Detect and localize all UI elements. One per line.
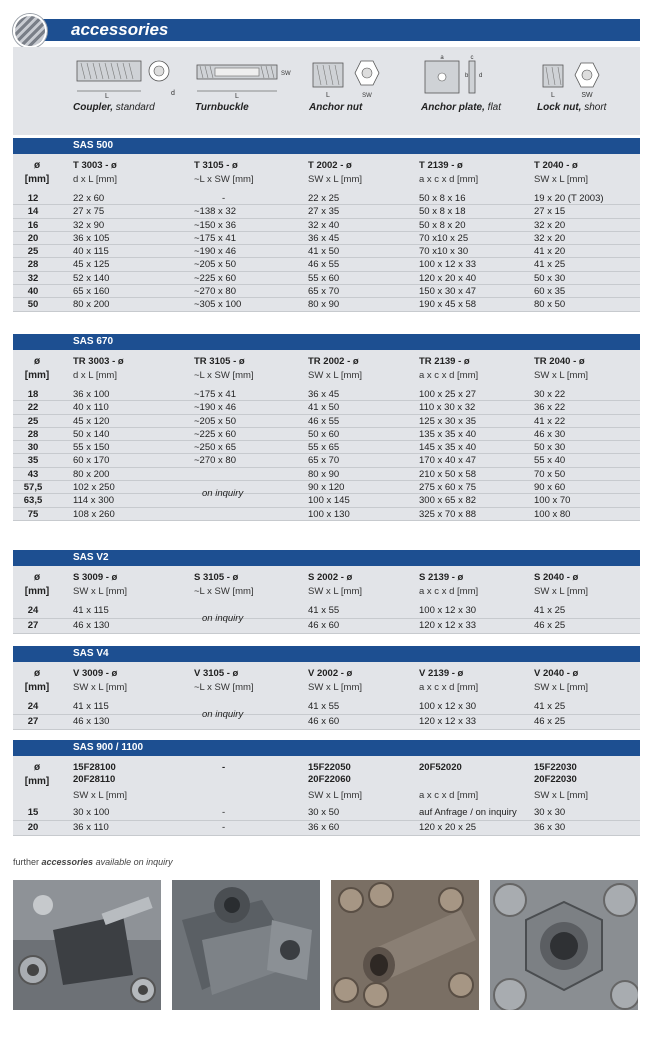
cell-value: 190 x 45 x 58 <box>419 299 477 311</box>
cell-value: - <box>222 193 226 204</box>
table-header <box>13 154 640 192</box>
cell-value: 50 x 30 <box>534 442 566 454</box>
cell-value: 100 x 70 <box>534 495 571 507</box>
cell-value: 120 x 20 x 25 <box>419 822 477 833</box>
table-header <box>13 350 640 388</box>
cell-value: 36 x 110 <box>73 822 109 833</box>
diameter-unit: [mm] <box>24 370 50 381</box>
cell-value: 41 x 25 <box>534 259 566 271</box>
cell-value: 50 x 60 <box>308 428 340 440</box>
cell-value: 300 x 65 x 82 <box>419 495 477 507</box>
cell-value: 46 x 25 <box>534 716 566 727</box>
cell-value: ~205 x 50 <box>194 415 236 427</box>
cell-value: 80 x 90 <box>308 468 340 480</box>
cell-value: 27 x 35 <box>308 206 340 218</box>
table-row <box>13 428 640 441</box>
cell-value: 46 x 25 <box>534 620 566 631</box>
cell-value: 36 x 60 <box>308 822 340 833</box>
anchor-nut-drawing-icon <box>309 55 419 99</box>
cell-value: 45 x 120 <box>73 415 110 427</box>
diameter-value: 43 <box>27 468 39 480</box>
dim-label: d <box>479 73 483 79</box>
unit-label: d x L [mm] <box>73 174 117 185</box>
turnbuckle-drawing-icon <box>195 55 305 99</box>
cell-value: 114 x 300 <box>73 495 115 507</box>
cell-value: 45 x 125 <box>73 259 110 271</box>
table-row <box>13 508 640 521</box>
cell-value: 55 x 60 <box>308 272 340 284</box>
product-code: 15F28100 <box>73 762 116 773</box>
cell-value: 41 x 25 <box>534 605 566 616</box>
cell-value: ~270 x 80 <box>194 286 236 298</box>
cell-value: ~175 x 41 <box>194 232 236 244</box>
cell-value: 52 x 140 <box>73 272 110 284</box>
cell-value: 110 x 30 x 32 <box>419 402 476 414</box>
cell-value: 30 x 22 <box>534 389 566 400</box>
table-row <box>13 604 640 619</box>
diameter-unit: [mm] <box>24 776 50 787</box>
dim-label: L <box>326 92 330 99</box>
dim-label: b <box>465 73 469 79</box>
hex-nuts-photo <box>490 880 638 1010</box>
cell-value: 90 x 60 <box>534 482 566 494</box>
cell-value: ~225 x 60 <box>194 428 236 440</box>
table-row <box>13 481 640 494</box>
table-section <box>13 550 640 634</box>
cell-value: 65 x 70 <box>308 286 340 298</box>
on-inquiry-note: on inquiry <box>202 709 244 720</box>
diameter-value: 35 <box>27 455 39 467</box>
unit-label: SW x L [mm] <box>534 586 589 597</box>
cell-value: 80 x 90 <box>308 299 340 311</box>
unit-label: ~L x SW [mm] <box>194 682 254 693</box>
coupler-tubes-photo <box>331 880 479 1010</box>
table-row <box>13 415 640 428</box>
diameter-unit: [mm] <box>24 174 50 185</box>
unit-label: SW x L [mm] <box>308 790 363 801</box>
cell-value: 19 x 20 (T 2003) <box>534 193 604 204</box>
table-row <box>13 258 640 271</box>
cell-value: 50 x 8 x 18 <box>419 206 466 218</box>
cell-value: 60 x 170 <box>73 455 110 467</box>
dim-label: a <box>440 55 444 61</box>
product-caption: Coupler, standard <box>73 102 155 113</box>
anchor-plate-drawing-icon <box>421 55 531 99</box>
table-row <box>13 454 640 467</box>
product-code: S 2139 - ø <box>419 572 464 583</box>
diameter-value: 25 <box>27 246 39 258</box>
cell-value: 32 x 40 <box>308 219 340 231</box>
cell-value: 170 x 40 x 47 <box>419 455 477 467</box>
cell-value: 27 x 15 <box>534 206 566 218</box>
product-code: V 3009 - ø <box>73 668 118 679</box>
table-row <box>13 494 640 507</box>
unit-label: a x c x d [mm] <box>419 682 479 693</box>
footnote: further accessories available on inquiry <box>13 857 173 867</box>
cell-value: 46 x 60 <box>308 620 340 631</box>
diameter-value: 32 <box>27 272 39 284</box>
table-header <box>13 662 640 700</box>
unit-label: SW x L [mm] <box>73 790 128 801</box>
cell-value: 46 x 130 <box>73 620 110 631</box>
cell-value: 36 x 105 <box>73 232 110 244</box>
cell-value: 100 x 12 x 30 <box>419 701 477 712</box>
cell-value: 22 x 60 <box>73 193 105 204</box>
diameter-label: ø <box>33 762 41 773</box>
cell-value: 100 x 130 <box>308 508 350 520</box>
cell-value: 50 x 30 <box>534 272 566 284</box>
cell-value: 55 x 150 <box>73 442 110 454</box>
unit-label: ~L x SW [mm] <box>194 370 254 381</box>
unit-label: SW x L [mm] <box>73 682 128 693</box>
cell-value: 36 x 45 <box>308 232 340 244</box>
product-caption: Anchor nut <box>309 102 363 113</box>
cell-value: ~270 x 80 <box>194 455 236 467</box>
cell-value: 145 x 35 x 40 <box>419 442 477 454</box>
product-caption: Turnbuckle <box>195 102 249 113</box>
product-code: V 3105 - ø <box>194 668 239 679</box>
cell-value: 70 x 50 <box>534 468 566 480</box>
product-code: 15F22030 <box>534 762 577 773</box>
page-title: accessories <box>71 20 169 39</box>
product-code: T 2139 - ø <box>419 160 463 171</box>
cell-value: 36 x 45 <box>308 389 340 400</box>
on-inquiry-note: on inquiry <box>202 488 244 500</box>
diameter-value: 20 <box>27 822 39 833</box>
unit-label: a x c x d [mm] <box>419 370 479 381</box>
cell-value: 55 x 40 <box>534 455 566 467</box>
unit-label: SW x L [mm] <box>308 174 363 185</box>
diameter-unit: [mm] <box>24 682 50 693</box>
cell-value: 40 x 115 <box>73 246 109 258</box>
cell-value: 41 x 20 <box>534 246 566 258</box>
product-code: S 2002 - ø <box>308 572 353 583</box>
cell-value: ~175 x 41 <box>194 389 236 400</box>
diameter-value: 14 <box>27 206 39 218</box>
diameter-value: 30 <box>27 442 39 454</box>
unit-label: SW x L [mm] <box>308 586 363 597</box>
table-section <box>13 740 640 836</box>
cell-value: ~138 x 32 <box>194 206 236 218</box>
diameter-value: 15 <box>27 807 39 818</box>
section-title: SAS 670 <box>13 334 640 350</box>
lock-nut-drawing-icon <box>537 55 647 99</box>
cell-value: 41 x 22 <box>534 415 566 427</box>
cell-value: 80 x 50 <box>534 299 566 311</box>
diameter-value: 27 <box>27 716 39 727</box>
product-code: 20F52020 <box>419 762 462 773</box>
unit-label: SW x L [mm] <box>534 790 589 801</box>
table-section <box>13 334 640 521</box>
table-row <box>13 219 640 232</box>
photo-strip <box>13 880 640 1010</box>
unit-label: a x c x d [mm] <box>419 586 479 597</box>
cell-value: ~150 x 36 <box>194 219 236 231</box>
cell-value: 46 x 130 <box>73 716 110 727</box>
product-code: T 3003 - ø <box>73 160 117 171</box>
cell-value: 65 x 70 <box>308 455 340 467</box>
table-row <box>13 285 640 298</box>
product-code: TR 3003 - ø <box>73 356 124 367</box>
cell-value: 36 x 30 <box>534 822 566 833</box>
cell-value: 150 x 30 x 47 <box>419 286 477 298</box>
unit-label: SW x L [mm] <box>534 174 589 185</box>
product-code: TR 2139 - ø <box>419 356 470 367</box>
product-code: T 2002 - ø <box>308 160 352 171</box>
product-code: 20F22030 <box>534 774 577 785</box>
table-row <box>13 232 640 245</box>
cell-value: 50 x 140 <box>73 428 110 440</box>
table-row <box>13 619 640 634</box>
product-caption: Lock nut, short <box>537 102 607 113</box>
table-row <box>13 715 640 730</box>
product-code: T 3105 - ø <box>194 160 238 171</box>
cell-value: ~225 x 60 <box>194 272 236 284</box>
cell-value: 32 x 20 <box>534 219 566 231</box>
cell-value: 22 x 25 <box>308 193 340 204</box>
cell-value: 325 x 70 x 88 <box>419 508 477 520</box>
table-row <box>13 468 640 481</box>
table-row <box>13 205 640 218</box>
diameter-label: ø <box>33 160 41 171</box>
diameter-value: 27 <box>27 620 39 631</box>
product-code: T 2040 - ø <box>534 160 578 171</box>
cell-value: 100 x 80 <box>534 508 571 520</box>
product-code: S 3009 - ø <box>73 572 118 583</box>
table-row <box>13 700 640 715</box>
diameter-value: 20 <box>27 232 39 244</box>
dim-label: L <box>551 92 555 99</box>
section-title: SAS V2 <box>13 550 640 566</box>
cell-value: - <box>222 822 226 833</box>
diameter-value: 57,5 <box>23 482 43 494</box>
cell-value: 32 x 20 <box>534 232 566 244</box>
unit-label: SW x L [mm] <box>534 682 589 693</box>
table-header <box>13 566 640 604</box>
unit-label: SW x L [mm] <box>308 682 363 693</box>
product-code: V 2139 - ø <box>419 668 464 679</box>
dim-label: L <box>235 93 239 99</box>
cell-value: 30 x 100 <box>73 807 110 818</box>
on-inquiry-note: on inquiry <box>202 613 244 624</box>
cell-value: 46 x 60 <box>308 716 340 727</box>
product-code: V 2002 - ø <box>308 668 353 679</box>
unit-label: d x L [mm] <box>73 370 117 381</box>
cell-value: 70 x10 x 25 <box>419 232 469 244</box>
dim-label: SW <box>362 93 372 99</box>
table-row <box>13 298 640 311</box>
cell-value: 100 x 25 x 27 <box>419 389 477 400</box>
diameter-value: 24 <box>27 605 39 616</box>
diameter-label: ø <box>33 356 41 367</box>
cell-value: 41 x 55 <box>308 605 340 616</box>
cell-value: auf Anfrage / on inquiry <box>419 807 517 818</box>
diameter-label: ø <box>33 668 41 679</box>
cell-value: 90 x 120 <box>308 482 345 494</box>
unit-label: a x c x d [mm] <box>419 174 479 185</box>
diameter-value: 75 <box>27 508 39 520</box>
product-code: 20F22060 <box>308 774 351 785</box>
cell-value: 275 x 60 x 75 <box>419 482 477 494</box>
diameter-label: ø <box>33 572 41 583</box>
cell-value: 120 x 12 x 33 <box>419 620 477 631</box>
cell-value: ~250 x 65 <box>194 442 236 454</box>
cell-value: 41 x 115 <box>73 605 109 616</box>
table-row <box>13 401 640 414</box>
dim-label: SW <box>581 92 593 99</box>
cell-value: 27 x 75 <box>73 206 105 218</box>
table-row <box>13 441 640 454</box>
diameter-value: 28 <box>27 259 39 271</box>
nuts-and-bolts-photo <box>13 880 161 1010</box>
cell-value: 41 x 50 <box>308 246 340 258</box>
cell-value: 30 x 50 <box>308 807 340 818</box>
cell-value: 102 x 250 <box>73 482 115 494</box>
table-row <box>13 821 640 836</box>
cell-value: 46 x 55 <box>308 259 340 271</box>
cell-value: 80 x 200 <box>73 299 110 311</box>
unit-label: ~L x SW [mm] <box>194 586 254 597</box>
table-row <box>13 245 640 258</box>
product-drawings <box>13 47 640 135</box>
table-row <box>13 388 640 401</box>
cell-value: ~190 x 46 <box>194 402 236 414</box>
table-header <box>13 756 640 806</box>
diameter-value: 18 <box>27 389 39 400</box>
product-code: TR 3105 - ø <box>194 356 245 367</box>
cell-value: ~205 x 50 <box>194 259 236 271</box>
product-code: S 3105 - ø <box>194 572 239 583</box>
cell-value: 36 x 22 <box>534 402 566 414</box>
cell-value: 135 x 35 x 40 <box>419 428 477 440</box>
product-code: 20F28110 <box>73 774 116 785</box>
dim-label: SW <box>281 71 291 77</box>
diameter-value: 63,5 <box>23 495 43 507</box>
cell-value: 55 x 65 <box>308 442 340 454</box>
product-code: 15F22050 <box>308 762 351 773</box>
product-code: V 2040 - ø <box>534 668 579 679</box>
section-title: SAS 500 <box>13 138 640 154</box>
diameter-value: 25 <box>27 415 39 427</box>
cell-value: 100 x 12 x 33 <box>419 259 477 271</box>
product-code: S 2040 - ø <box>534 572 579 583</box>
cell-value: 60 x 35 <box>534 286 566 298</box>
unit-label: SW x L [mm] <box>534 370 589 381</box>
cell-value: 125 x 30 x 35 <box>419 415 477 427</box>
cell-value: 40 x 110 <box>73 402 109 414</box>
cell-value: 46 x 30 <box>534 428 566 440</box>
cell-value: 100 x 145 <box>308 495 350 507</box>
cell-value: 120 x 12 x 33 <box>419 716 477 727</box>
cell-value: 41 x 115 <box>73 701 109 712</box>
table-section <box>13 646 640 730</box>
cell-value: 41 x 50 <box>308 402 340 414</box>
diameter-value: 22 <box>27 402 39 414</box>
cell-value: 32 x 90 <box>73 219 105 231</box>
table-section <box>13 138 640 312</box>
cell-value: 41 x 55 <box>308 701 340 712</box>
striped-circle-logo-icon <box>13 14 47 48</box>
section-title: SAS V4 <box>13 646 640 662</box>
diameter-unit: [mm] <box>24 586 50 597</box>
unit-label: SW x L [mm] <box>73 586 128 597</box>
cell-value: ~190 x 46 <box>194 246 236 258</box>
product-caption: Anchor plate, flat <box>421 102 502 113</box>
diameter-value: 50 <box>27 299 39 311</box>
page-header <box>13 14 640 44</box>
diameter-value: 24 <box>27 701 39 712</box>
diameter-value: 12 <box>27 193 39 204</box>
dim-label: c <box>470 55 474 61</box>
cell-value: ~305 x 100 <box>194 299 242 311</box>
unit-label: SW x L [mm] <box>308 370 363 381</box>
cell-value: 65 x 160 <box>73 286 110 298</box>
diameter-value: 40 <box>27 286 39 298</box>
anchor-plates-photo <box>172 880 320 1010</box>
unit-label: a x c x d [mm] <box>419 790 479 801</box>
product-code: - <box>222 762 226 773</box>
cell-value: 70 x10 x 30 <box>419 246 469 258</box>
table-row <box>13 272 640 285</box>
table-row <box>13 192 640 205</box>
cell-value: 50 x 8 x 16 <box>419 193 466 204</box>
cell-value: 41 x 25 <box>534 701 566 712</box>
diameter-value: 16 <box>27 219 39 231</box>
section-title: SAS 900 / 1100 <box>13 740 640 756</box>
cell-value: 46 x 55 <box>308 415 340 427</box>
dim-label: d <box>171 90 175 97</box>
product-code: TR 2002 - ø <box>308 356 359 367</box>
cell-value: - <box>222 807 226 818</box>
cell-value: 100 x 12 x 30 <box>419 605 477 616</box>
unit-label: ~L x SW [mm] <box>194 174 254 185</box>
cell-value: 108 x 260 <box>73 508 115 520</box>
cell-value: 210 x 50 x 58 <box>419 468 477 480</box>
cell-value: 80 x 200 <box>73 468 110 480</box>
diameter-value: 28 <box>27 428 39 440</box>
cell-value: 30 x 30 <box>534 807 566 818</box>
dim-label: L <box>105 93 109 99</box>
coupler-drawing-icon <box>73 55 183 99</box>
cell-value: 50 x 8 x 20 <box>419 219 466 231</box>
table-row <box>13 806 640 821</box>
cell-value: 36 x 100 <box>73 389 110 400</box>
product-code: TR 2040 - ø <box>534 356 585 367</box>
cell-value: 120 x 20 x 40 <box>419 272 477 284</box>
